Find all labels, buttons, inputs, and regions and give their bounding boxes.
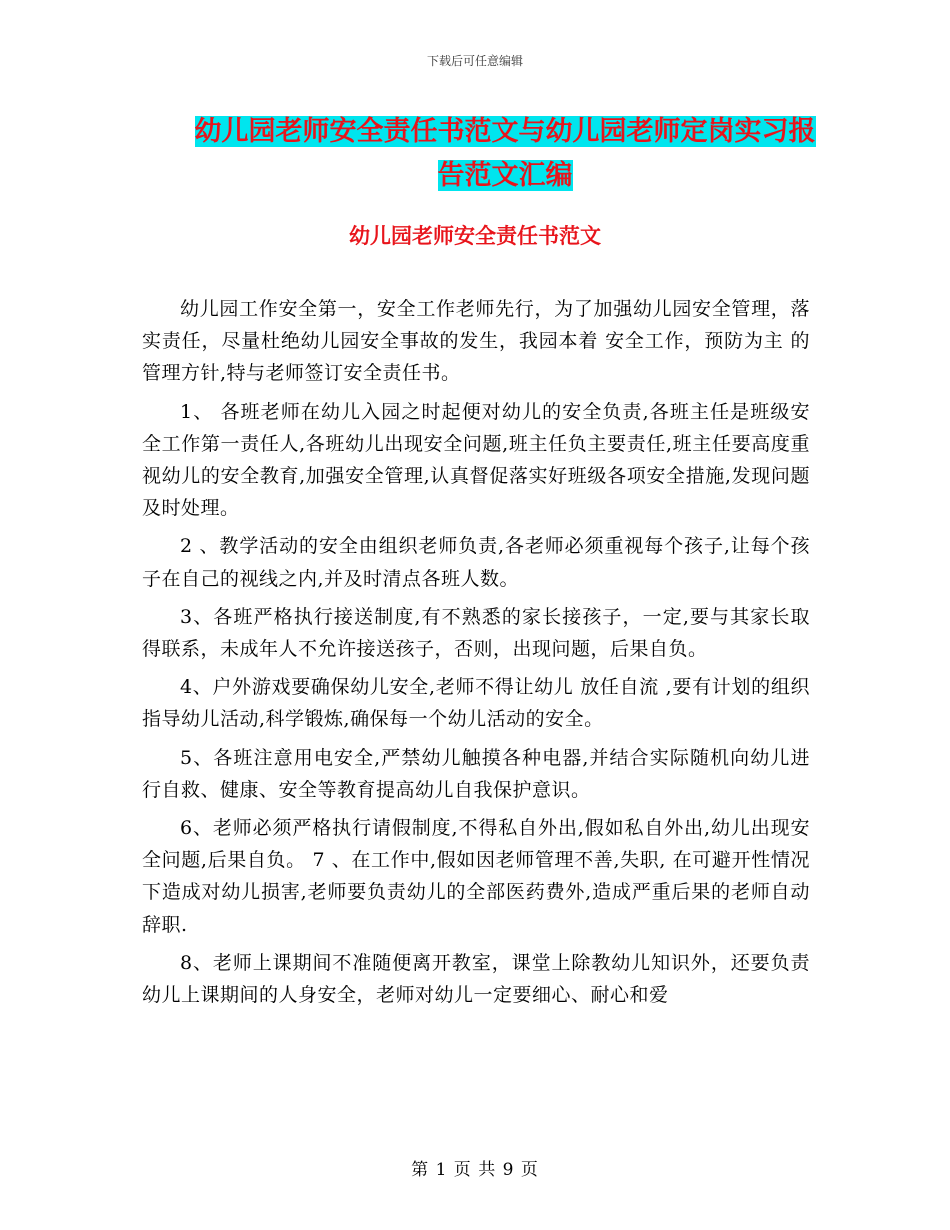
paragraph: 1、 各班老师在幼儿入园之时起便对幼儿的安全负责,各班主任是班级安全工作第一责任人,各班幼儿出现安全问题,班主任负主要责任,班主任要高度重视幼儿的安全教育,加强安全管理,认真督促落实好班级各项安全措施,发现问题及时处理。 (142, 400, 810, 520)
document-title-text: 幼儿园老师安全责任书范文与幼儿园老师定岗实习报告范文汇编 (194, 116, 816, 191)
paragraph: 幼儿园工作安全第一，安全工作老师先行，为了加强幼儿园安全管理，落实责任，尽量杜绝幼儿园安全事故的发生，我园本着 安全工作，预防为主 的管理方针,特与老师签订安全责任书。 (142, 298, 810, 385)
paragraph: 5、各班注意用电安全,严禁幼儿触摸各种电器,并结合实际随机向幼儿进行自救、健康、安全等教育提高幼儿自我保护意识。 (142, 746, 810, 801)
paragraph: 3、各班严格执行接送制度,有不熟悉的家长接孩子，一定,要与其家长取得联系，未成年人不允许接送孩子，否则，出现问题，后果自负。 (142, 605, 810, 661)
document-body (142, 293, 810, 1017)
paragraph: 2 、教学活动的安全由组织老师负责,各老师必须重视每个孩子,让每个孩子在自己的视线之内,并及时清点各班人数。 (142, 535, 810, 590)
paragraph: 4、户外游戏要确保幼儿安全,老师不得让幼儿 放任自流 ,要有计划的组织指导幼儿活动,科学锻炼,确保每一个幼儿活动的安全。 (142, 676, 810, 731)
paragraph: 8、老师上课期间不准随便离开教室，课堂上除教幼儿知识外，还要负责幼儿上课期间的人身安全，老师对幼儿一定要细心、耐心和爱 (142, 951, 810, 1007)
page-number: 第 1 页 共 9 页 (411, 1160, 539, 1180)
section-title: 幼儿园老师安全责任书范文 (349, 224, 601, 248)
header-note: 下载后可任意编辑 (426, 54, 523, 68)
document-title (190, 110, 820, 198)
paragraph: 6、老师必须严格执行请假制度,不得私自外出,假如私自外出,幼儿出现安全问题,后果自负。 7 、在工作中,假如因老师管理不善,失职, 在可避开性情况下造成对幼儿损害,老师要负责幼儿的全部医药费外,造成严重后果的老师自动辞职. (142, 817, 810, 936)
